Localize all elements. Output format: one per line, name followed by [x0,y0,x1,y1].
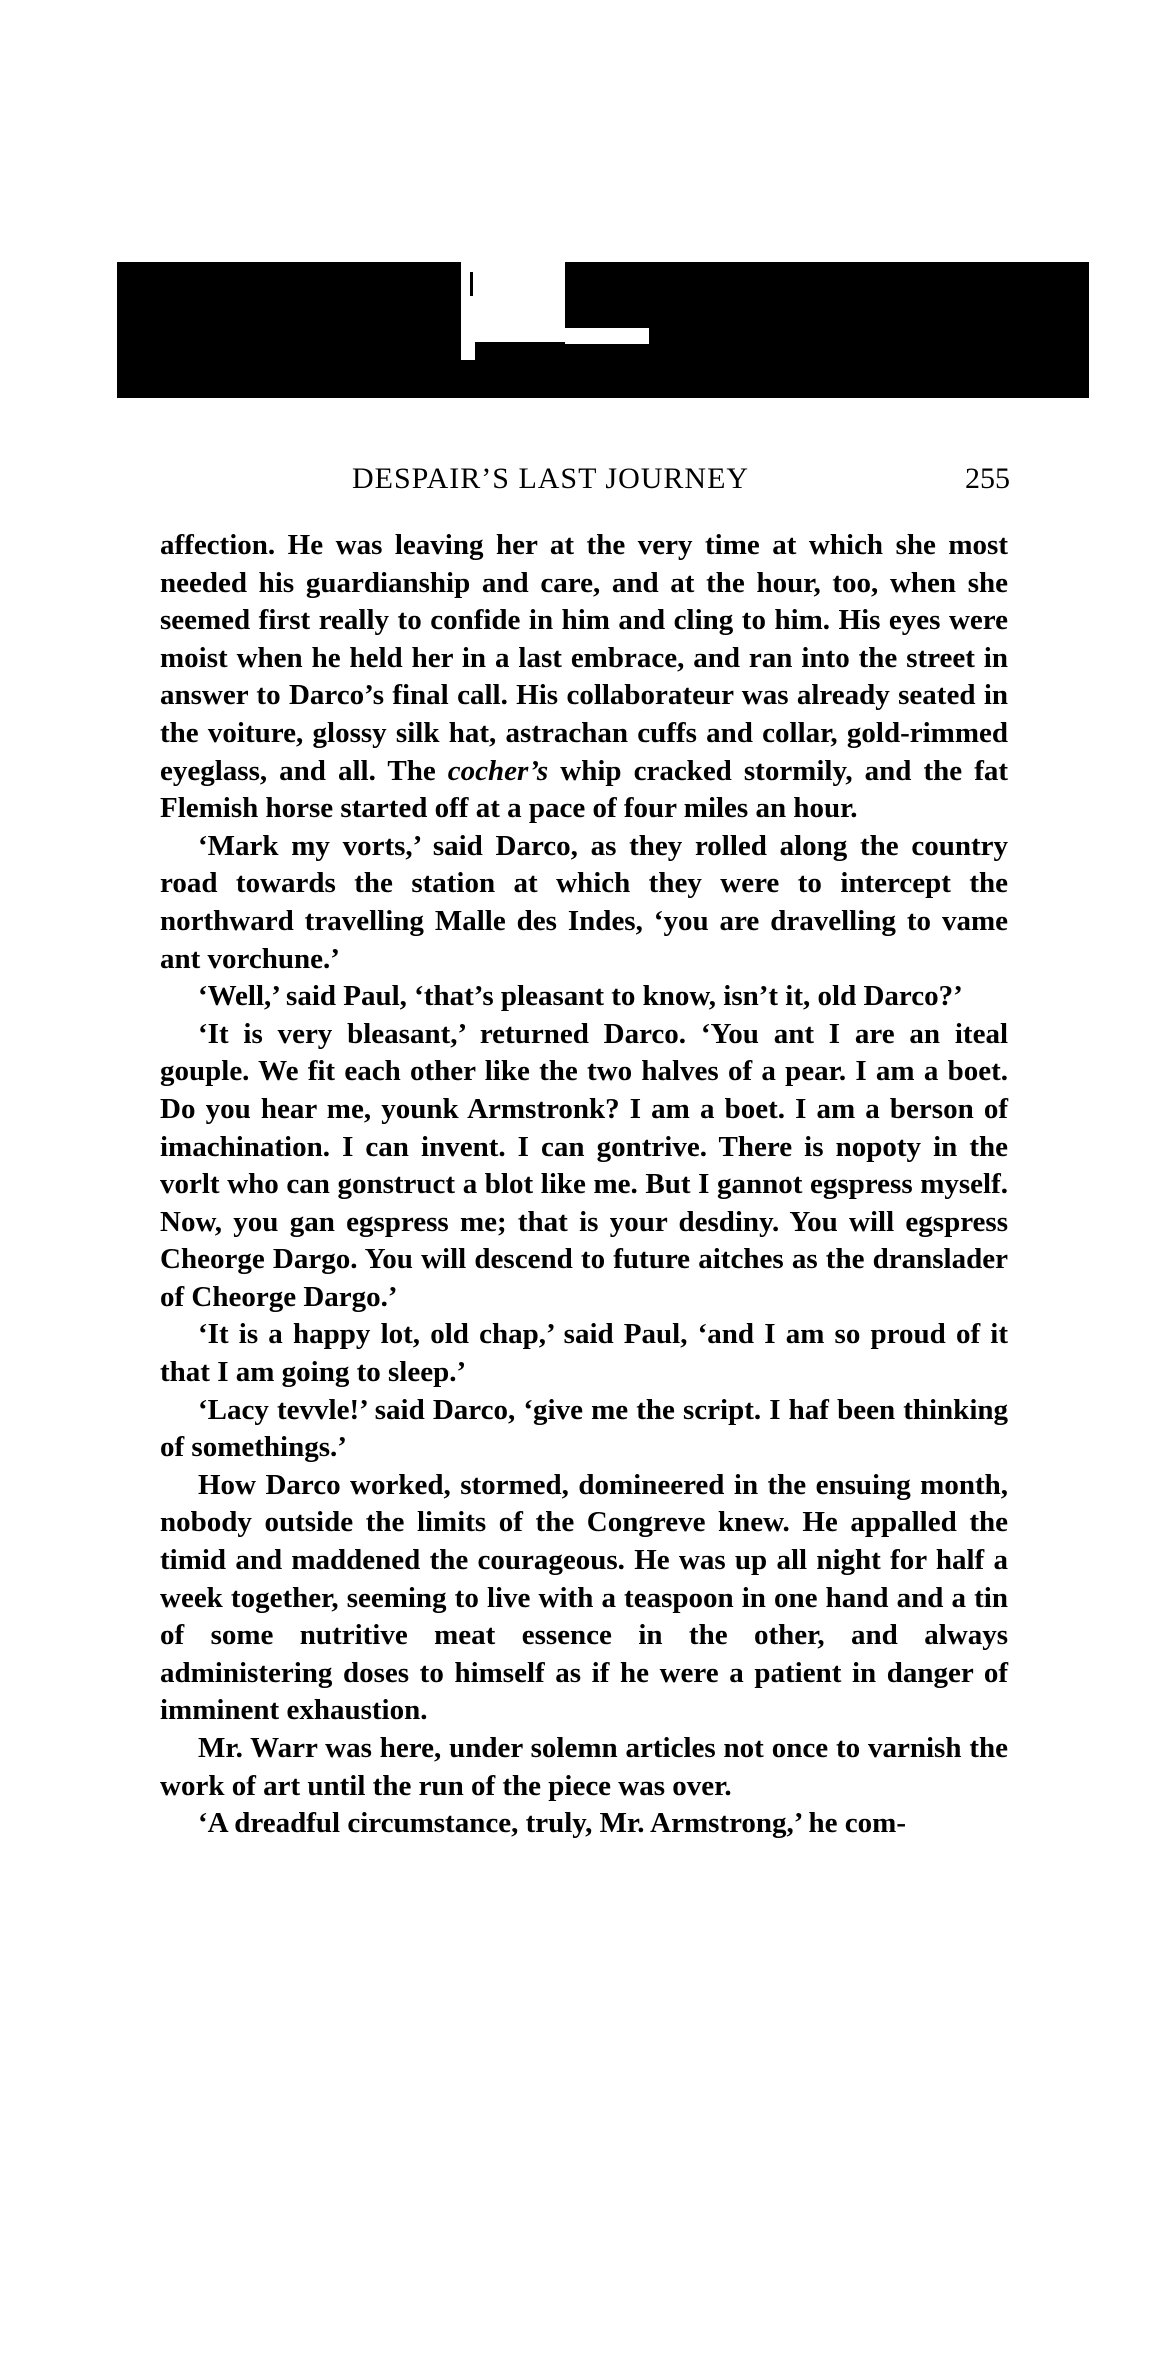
paragraph [160,1730,1008,1805]
text-segment: whip cracked stormily, and the fat Flemish horse started off at a pace of four miles an hour. [160,754,1009,825]
text-segment: How Darco worked, stormed, domineered in the ensuing month, nobody outside the limits of the Congreve knew. He appalled the timid and maddened the courageous. He was up all night for half a week together, seeming to live with a teaspoon in one hand and a tin of some nutritive meat essence in the other, and always administering doses to himself as if he were a patient in danger of imminent exhaustion. [160,1468,1008,1727]
page-number: 255 [965,462,1010,495]
text-segment: ‘Lacy tevvle!’ said Darco, ‘give me the script. I haf been thinking of somethings.’ [160,1393,1008,1464]
paragraph [160,1805,1008,1843]
body-text [160,527,1008,1843]
scan-artifact-notch-lower [461,334,475,360]
paragraph [160,1316,1008,1391]
paragraph [160,978,1008,1016]
scan-artifact-tick [470,272,473,296]
text-segment: affection. He was leaving her at the very time at which she most needed his guardianship and care, and at the hour, too, when she seemed first really to confide in him and cling to him. His eyes were moist when he held her in a last embrace, and ran into the street in answer to Darco’s final call. His collaborateur was already seated in the voiture, glossy silk hat, astrachan cuffs and collar, gold-rimmed eyeglass, and all. The [160,529,1008,787]
scan-artifact-rule [1024,392,1088,395]
scan-artifact-notch [461,262,565,342]
paragraph [160,527,1008,828]
paragraph [160,828,1008,978]
page-header [160,462,1010,506]
paragraph [160,1467,1008,1730]
text-segment: ‘A dreadful circumstance, truly, Mr. Armstrong,’ he com- [198,1807,906,1840]
paragraph [160,1392,1008,1467]
text-segment: ‘Well,’ said Paul, ‘that’s pleasant to know, isn’t it, old Darco?’ [198,980,963,1013]
text-segment: ‘Mark my vorts,’ said Darco, as they rolled along the country road towards the station at which they were to intercept the northward travelling Malle des Indes, ‘you are dravelling to vame ant vorchune.’ [160,829,1008,975]
paragraph [160,1016,1008,1317]
running-title: DESPAIR’S LAST JOURNEY [352,462,750,495]
scan-black-band [117,262,1089,398]
text-segment: ‘It is very bleasant,’ returned Darco. ‘You ant I are an iteal gouple. We fit each other like the two halves of a pear. I am a boet. Do you hear me, younk Armstronk? I am a boet. I am a berson of imachination. I can invent. I can gontrive. There is nopoty in the vorlt who can gonstruct a blot like me. But I gannot egspress myself. Now, you gan egspress me; that is your desdiny. You will egspress Cheorge Dargo. You will descend to future aitches as the dranslader of Cheorge Dargo.’ [160,1017,1008,1313]
text-segment: Mr. Warr was here, under solemn articles not once to varnish the work of art until the run of the piece was over. [160,1732,1008,1802]
text-segment: ‘It is a happy lot, old chap,’ said Paul, ‘and I am so proud of it that I am going to sleep.’ [160,1318,1008,1389]
italic-text-segment: cocher’s [447,754,549,787]
scan-artifact-bar [565,328,649,344]
